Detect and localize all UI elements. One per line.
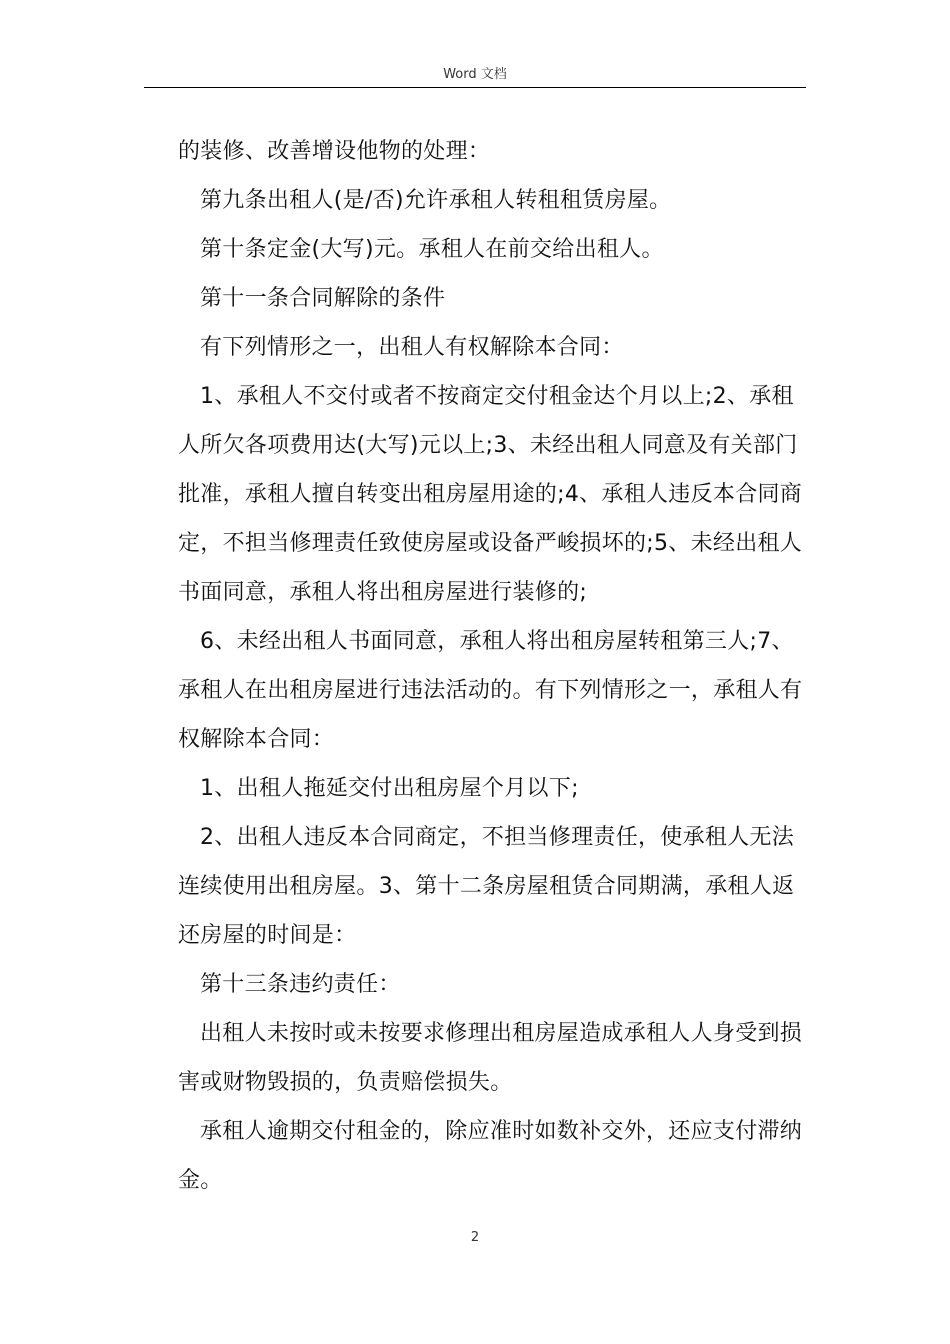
paragraph: 第九条出租人(是/否)允许承租人转租租赁房屋。	[200, 188, 672, 213]
document-body	[178, 127, 808, 1205]
paragraph: 出租人未按时或未按要求修理出租房屋造成承租人人身受到损害或财物毁损的，负责赔偿损失。	[178, 1021, 803, 1095]
header-divider	[144, 87, 806, 88]
paragraph: 第十三条违约责任：	[200, 972, 401, 997]
paragraph: 第十一条合同解除的条件	[200, 286, 446, 311]
page-number: 2	[470, 1230, 480, 1245]
paragraph: 2、出租人违反本合同商定，不担当修理责任，使承租人无法连续使用出租房屋。3、第十二条房屋租赁合同期满，承租人返还房屋的时间是：	[178, 825, 795, 948]
paragraph: 承租人逾期交付租金的，除应准时如数补交外，还应支付滞纳金。	[178, 1119, 803, 1193]
paragraph: 的装修、改善增设他物的处理：	[178, 139, 491, 164]
paragraph: 第十条定金(大写)元。承租人在前交给出租人。	[200, 237, 664, 262]
paragraph: 1、承租人不交付或者不按商定交付租金达个月以上;2、承租人所欠各项费用达(大写)元以上;3、未经出租人同意及有关部门批准，承租人擅自转变出租房屋用途的;4、承租人违反本合同商定，不担当修理责任致使房屋或设备严峻损坏的;5、未经出租人书面同意，承租人将出租房屋进行装修的;	[178, 384, 803, 605]
paragraph: 有下列情形之一，出租人有权解除本合同：	[200, 335, 624, 360]
paragraph: 6、未经出租人书面同意，承租人将出租房屋转租第三人;7、承租人在出租房屋进行违法活动的。有下列情形之一，承租人有权解除本合同：	[178, 629, 803, 752]
page-header: Word 文档	[443, 67, 507, 82]
paragraph: 1、出租人拖延交付出租房屋个月以下;	[200, 776, 579, 801]
